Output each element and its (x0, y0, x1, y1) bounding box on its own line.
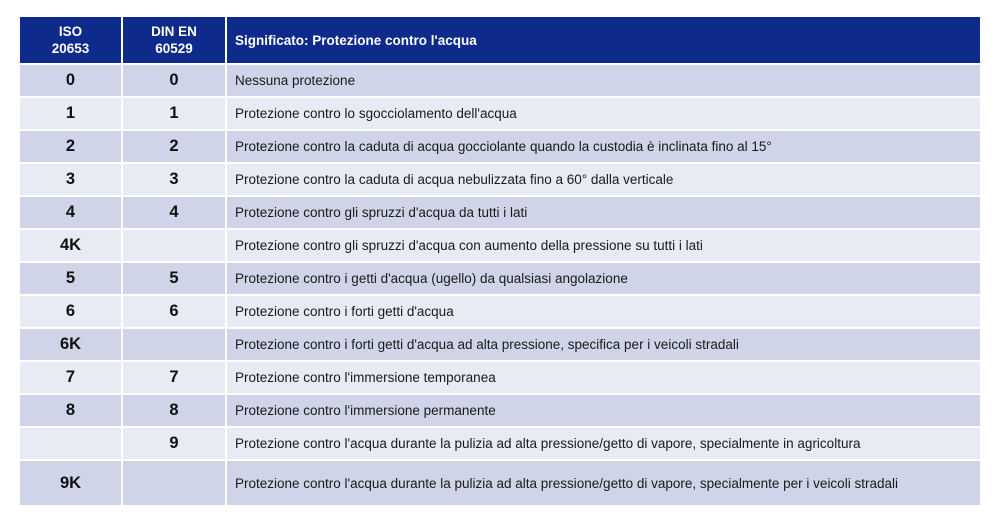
cell-iso: 6K (20, 329, 123, 362)
cell-iso: 2 (20, 131, 123, 164)
cell-din: 2 (123, 131, 227, 164)
table-row (20, 197, 980, 230)
header-din-line2: 60529 (155, 41, 193, 56)
table-row (20, 230, 980, 263)
cell-din: 3 (123, 164, 227, 197)
cell-description: Protezione contro la caduta di acqua nebulizzata fino a 60° dalla verticale (227, 164, 980, 197)
table-row (20, 164, 980, 197)
cell-din: 9 (123, 428, 227, 461)
table-row (20, 329, 980, 362)
header-iso-line1: ISO (58, 24, 83, 39)
cell-description: Protezione contro l'immersione temporanea (227, 362, 980, 395)
table-row (20, 461, 980, 507)
protection-table (20, 17, 980, 507)
cell-din: 7 (123, 362, 227, 395)
cell-description: Protezione contro l'immersione permanente (227, 395, 980, 428)
cell-description: Protezione contro l'acqua durante la pulizia ad alta pressione/getto di vapore, specialmente per i veicoli stradali (227, 461, 980, 507)
cell-iso: 3 (20, 164, 123, 197)
cell-description: Protezione contro gli spruzzi d'acqua con aumento della pressione su tutti i lati (227, 230, 980, 263)
table-header-row (20, 17, 980, 65)
cell-iso (20, 428, 123, 461)
cell-description: Protezione contro i forti getti d'acqua (227, 296, 980, 329)
cell-din (123, 230, 227, 263)
cell-iso: 8 (20, 395, 123, 428)
cell-iso: 9K (20, 461, 123, 507)
table-row (20, 98, 980, 131)
table-row (20, 362, 980, 395)
table-row (20, 131, 980, 164)
cell-description: Protezione contro lo sgocciolamento dell'acqua (227, 98, 980, 131)
header-iso (20, 17, 123, 65)
cell-din: 4 (123, 197, 227, 230)
cell-din: 6 (123, 296, 227, 329)
cell-description: Protezione contro la caduta di acqua gocciolante quando la custodia è inclinata fino al 15° (227, 131, 980, 164)
header-din (123, 17, 227, 65)
header-meaning: Significato: Protezione contro l'acqua (227, 17, 980, 65)
cell-din (123, 461, 227, 507)
cell-iso: 6 (20, 296, 123, 329)
cell-iso: 5 (20, 263, 123, 296)
cell-iso: 4 (20, 197, 123, 230)
table-row (20, 65, 980, 98)
cell-din: 8 (123, 395, 227, 428)
cell-iso: 1 (20, 98, 123, 131)
cell-din: 0 (123, 65, 227, 98)
table-row (20, 428, 980, 461)
table-row (20, 395, 980, 428)
cell-description: Protezione contro i forti getti d'acqua ad alta pressione, specifica per i veicoli stradali (227, 329, 980, 362)
cell-description: Protezione contro gli spruzzi d'acqua da tutti i lati (227, 197, 980, 230)
cell-iso: 0 (20, 65, 123, 98)
cell-description: Protezione contro i getti d'acqua (ugello) da qualsiasi angolazione (227, 263, 980, 296)
cell-iso: 7 (20, 362, 123, 395)
cell-din: 1 (123, 98, 227, 131)
table-row (20, 296, 980, 329)
header-iso-line2: 20653 (51, 41, 90, 56)
cell-description: Nessuna protezione (227, 65, 980, 98)
cell-iso: 4K (20, 230, 123, 263)
header-din-line1: DIN EN (151, 24, 197, 39)
table-row (20, 263, 980, 296)
cell-description: Protezione contro l'acqua durante la pulizia ad alta pressione/getto di vapore, specialmente in agricoltura (227, 428, 980, 461)
cell-din: 5 (123, 263, 227, 296)
cell-din (123, 329, 227, 362)
